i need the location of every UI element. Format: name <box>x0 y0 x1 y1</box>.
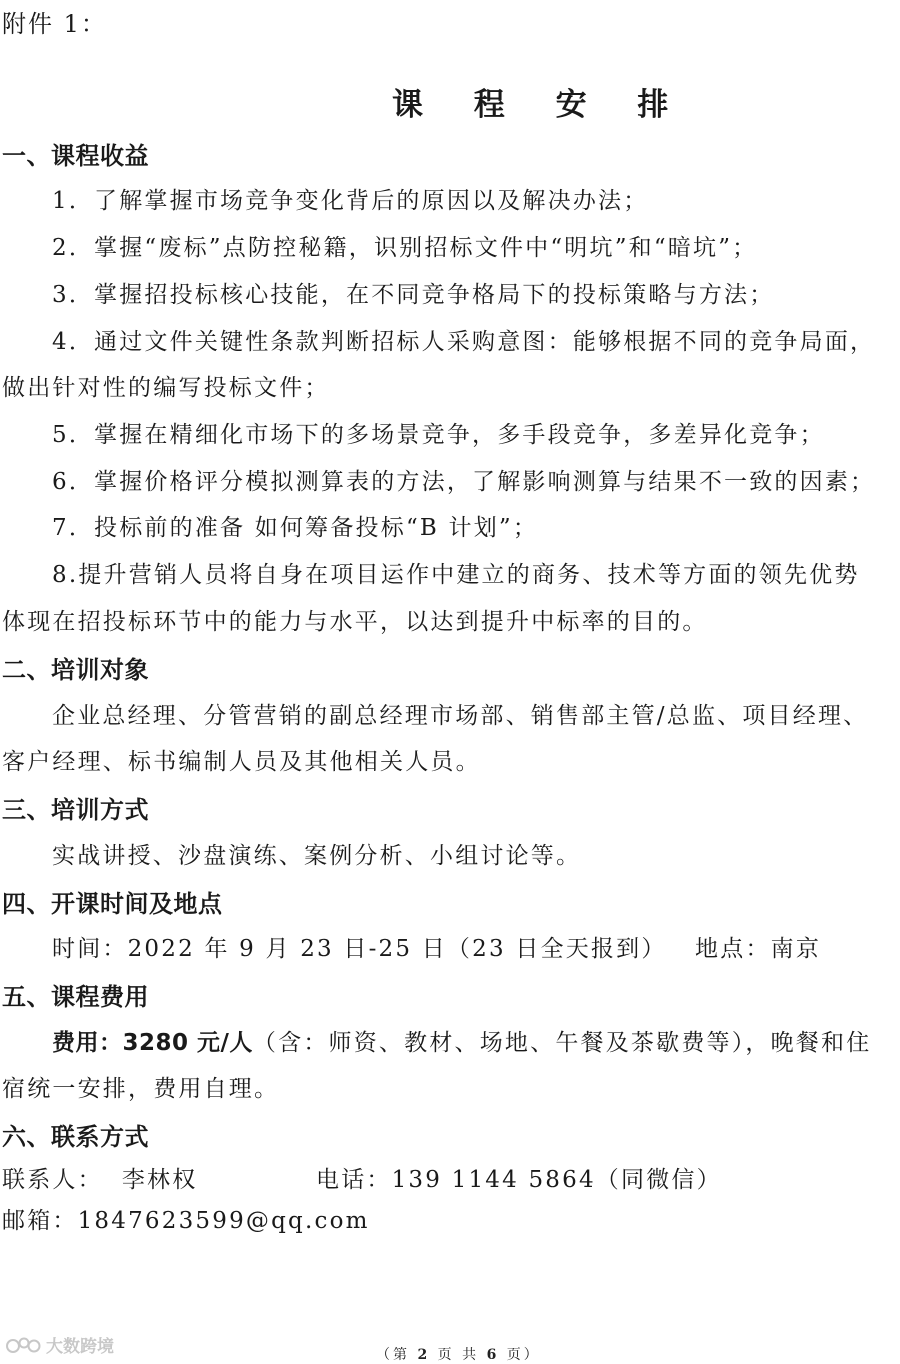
section-heading-benefits: 一、课程收益 <box>2 142 149 170</box>
page-number-mid: 页 共 <box>437 1347 480 1363</box>
fee-amount: 费用：3280 元/人 <box>52 1030 253 1056</box>
section-heading-time-place: 四、开课时间及地点 <box>2 890 223 918</box>
page-number-suffix: 页） <box>506 1347 541 1363</box>
watermark-logo-icon <box>6 1336 42 1354</box>
list-item: 4．通过文件关键性条款判断招标人采购意图：能够根据不同的竞争局面， <box>52 329 876 355</box>
list-item-continuation: 体现在招投标环节中的能力与水平，以达到提升中标率的目的。 <box>2 609 708 635</box>
contact-email: 邮箱：1847623599@qq.com <box>2 1208 370 1234</box>
fee-line <box>52 1032 871 1055</box>
list-item: 3．掌握招投标核心技能，在不同竞争格局下的投标策略与方法； <box>52 282 775 308</box>
total-pages: 6 <box>486 1347 500 1363</box>
list-item: 8.提升营销人员将自身在项目运作中建立的商务、技术等方面的领先优势 <box>52 562 860 588</box>
current-page: 2 <box>417 1347 431 1363</box>
watermark <box>6 1332 114 1357</box>
fee-line-continuation: 宿统一安排，费用自理。 <box>2 1076 280 1102</box>
contact-phone: 电话：139 1144 5864（同微信） <box>316 1167 722 1193</box>
section-heading-fee: 五、课程费用 <box>2 983 149 1011</box>
audience-text-continuation: 客户经理、标书编制人员及其他相关人员。 <box>2 749 481 775</box>
time-place-text: 时间：2022 年 9 月 23 日-25 日（23 日全天报到） 地点：南京 <box>52 936 822 962</box>
list-item: 2．掌握“废标”点防控秘籍，识别招标文件中“明坑”和“暗坑”； <box>52 235 758 261</box>
section-heading-contact: 六、联系方式 <box>2 1123 149 1151</box>
page-number <box>376 1344 541 1364</box>
list-item-continuation: 做出针对性的编写投标文件； <box>2 375 330 401</box>
list-item: 1．了解掌握市场竞争变化背后的原因以及解决办法； <box>52 188 649 214</box>
section-heading-audience: 二、培训对象 <box>2 656 149 684</box>
watermark-text: 大数跨境 <box>46 1337 114 1357</box>
section-heading-method: 三、培训方式 <box>2 796 149 824</box>
list-item: 6．掌握价格评分模拟测算表的方法，了解影响测算与结果不一致的因素； <box>52 469 876 495</box>
fee-details: （含：师资、教材、场地、午餐及茶歇费等），晚餐和住 <box>252 1030 872 1056</box>
contact-person: 联系人： 李林权 <box>2 1167 198 1193</box>
audience-text: 企业总经理、分管营销的副总经理市场部、销售部主管/总监、项目经理、 <box>52 703 869 729</box>
page-number-prefix: （第 <box>376 1347 410 1363</box>
annex-label: 附件 1： <box>2 10 107 38</box>
method-text: 实战讲授、沙盘演练、案例分析、小组讨论等。 <box>52 843 582 869</box>
list-item: 5．掌握在精细化市场下的多场景竞争，多手段竞争，多差异化竞争； <box>52 422 825 448</box>
page-title: 课 程 安 排 <box>392 87 689 123</box>
list-item: 7．投标前的准备 如何筹备投标“B 计划”； <box>52 515 539 541</box>
